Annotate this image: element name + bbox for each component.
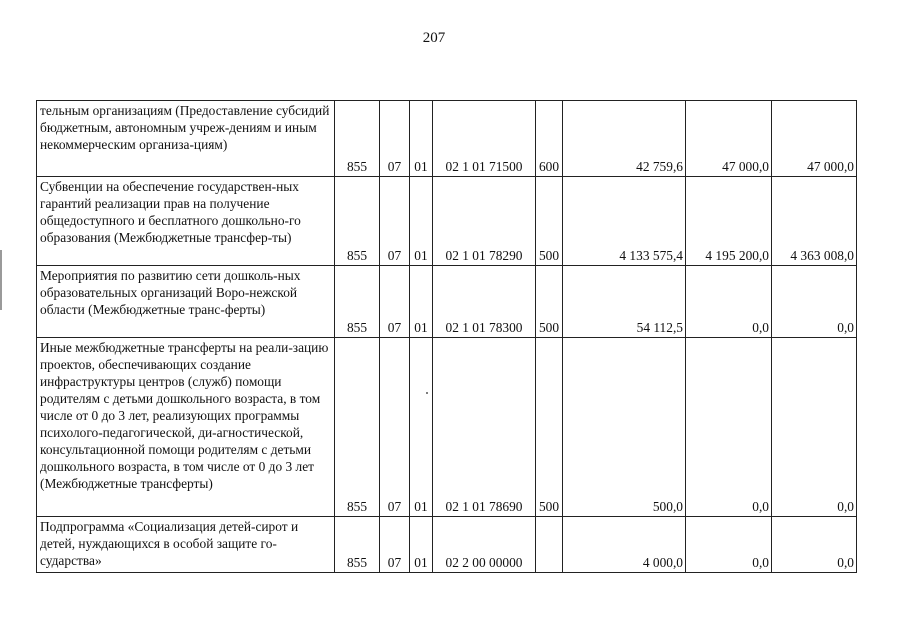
table-row (37, 266, 857, 338)
cell-grbs: 855 (335, 338, 380, 517)
cell-expense-type: 500 (536, 177, 563, 266)
cell-amount-year2: 47 000,0 (686, 101, 772, 177)
cell-expense-type: 500 (536, 266, 563, 338)
cell-amount-year1: 4 000,0 (563, 517, 686, 573)
cell-amount-year2: 0,0 (686, 517, 772, 573)
cell-amount-year3: 0,0 (772, 338, 857, 517)
cell-grbs: 855 (335, 101, 380, 177)
row-description: Иные межбюджетные трансферты на реали-зацию проектов, обеспечивающих создание инфраструктуры центров (служб) помощи родителям с детьми дошкольного возраста, в том числе от 0 до 3 лет, реализующих программы психолого-педагогической, ди-агностической, консультационной помощи родителям с детьми дошкольного возраста, в том числе от 0 до 3 лет (Межбюджетные трансферты) (37, 338, 335, 517)
table-row (37, 101, 857, 177)
cell-target-code: 02 1 01 78290 (433, 177, 536, 266)
table-row (37, 177, 857, 266)
cell-grbs: 855 (335, 517, 380, 573)
cell-amount-year2: 0,0 (686, 266, 772, 338)
cell-expense-type: 500 (536, 338, 563, 517)
row-description: Подпрограмма «Социализация детей-сирот и детей, нуждающихся в особой защите го-сударства» (37, 517, 335, 573)
cell-target-code: 02 1 01 71500 (433, 101, 536, 177)
cell-target-code: 02 2 00 00000 (433, 517, 536, 573)
scan-edge-mark (0, 250, 2, 310)
cell-amount-year1: 42 759,6 (563, 101, 686, 177)
cell-grbs: 855 (335, 177, 380, 266)
cell-target-code: 02 1 01 78300 (433, 266, 536, 338)
row-description: Субвенции на обеспечение государствен-ных гарантий реализации прав на получение общедоступного и бесплатного дошкольно-го образования (Межбюджетные трансфер-ты) (37, 177, 335, 266)
budget-table (36, 100, 857, 573)
cell-amount-year3: 4 363 008,0 (772, 177, 857, 266)
cell-amount-year2: 4 195 200,0 (686, 177, 772, 266)
cell-amount-year3: 0,0 (772, 517, 857, 573)
scan-speck (426, 392, 428, 394)
cell-section: 07 (380, 517, 410, 573)
cell-target-code: 02 1 01 78690 (433, 338, 536, 517)
cell-subsection: 01 (410, 177, 433, 266)
row-description: Мероприятия по развитию сети дошколь-ных образовательных организаций Воро-нежской области (Межбюджетные транс-ферты) (37, 266, 335, 338)
cell-expense-type (536, 517, 563, 573)
cell-section: 07 (380, 266, 410, 338)
cell-subsection: 01 (410, 266, 433, 338)
row-description: тельным организациям (Предоставление субсидий бюджетным, автономным учреж-дениям и иным некоммерческим организа-циям) (37, 101, 335, 177)
cell-amount-year3: 47 000,0 (772, 101, 857, 177)
table-row (37, 517, 857, 573)
cell-subsection: 01 (410, 101, 433, 177)
cell-amount-year1: 4 133 575,4 (563, 177, 686, 266)
cell-expense-type: 600 (536, 101, 563, 177)
page-number: 207 (422, 30, 446, 46)
cell-amount-year1: 54 112,5 (563, 266, 686, 338)
cell-subsection: 01 (410, 338, 433, 517)
cell-amount-year1: 500,0 (563, 338, 686, 517)
cell-grbs: 855 (335, 266, 380, 338)
cell-subsection: 01 (410, 517, 433, 573)
cell-section: 07 (380, 177, 410, 266)
cell-section: 07 (380, 101, 410, 177)
cell-section: 07 (380, 338, 410, 517)
table-row (37, 338, 857, 517)
cell-amount-year2: 0,0 (686, 338, 772, 517)
cell-amount-year3: 0,0 (772, 266, 857, 338)
